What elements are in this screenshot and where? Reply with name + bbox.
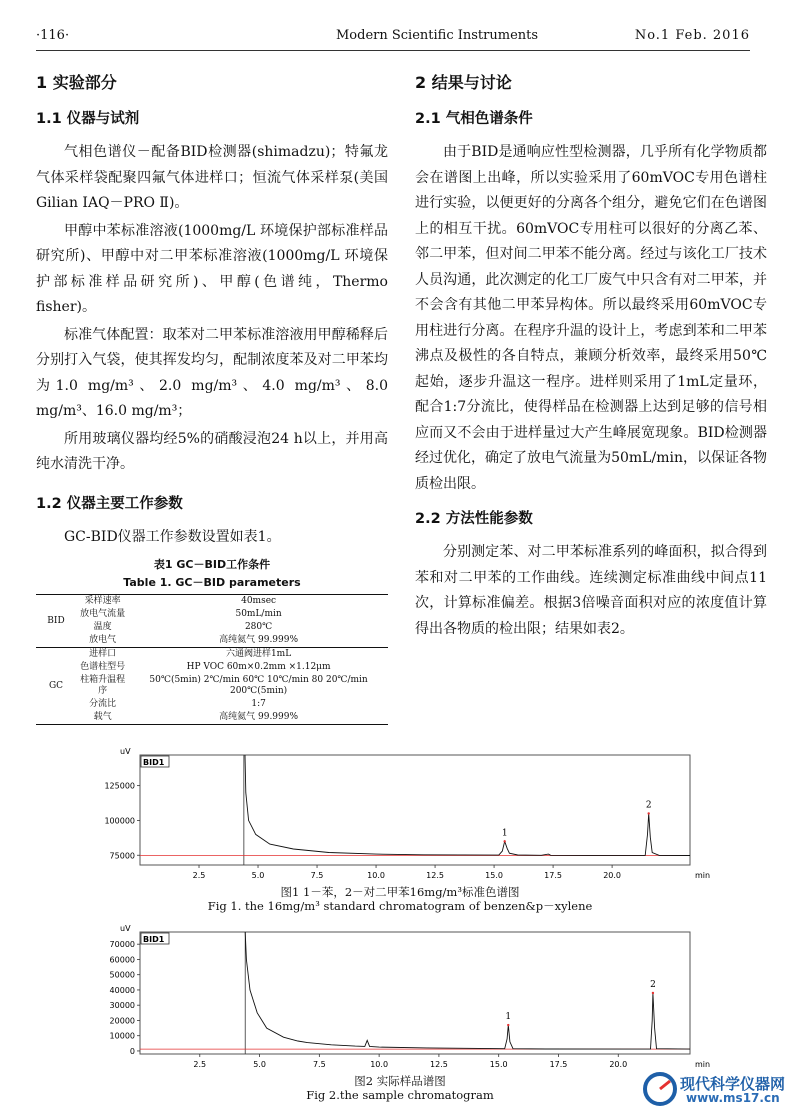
param-name: 放电气 [89,635,117,645]
x-tick-label: 20.0 [603,871,622,880]
param-name: 分流比 [89,699,117,709]
figure-caption-en: Fig 2.the sample chromatogram [306,1088,494,1102]
plot-frame [140,755,690,865]
x-tick-label: 2.5 [192,871,206,880]
chromatogram-trace [245,932,690,1049]
param-name: 进样口 [76,648,129,662]
y-tick-label: 20000 [109,1016,135,1026]
y-tick-label: 40000 [109,985,135,995]
peak-label: 1 [505,1012,512,1023]
table-row [36,661,388,674]
figure-caption-cn: 图2 实际样品谱图 [354,1074,446,1088]
param-name: 采样速率 [84,596,121,606]
param-value: 六通阀进样1mL [129,648,388,662]
table-row [36,621,388,634]
table-group-label: GC [36,648,76,725]
chromatogram-standard [70,745,730,885]
param-name: 放电气流量 [80,609,126,619]
right-column [415,70,767,644]
table-row [36,634,388,648]
paragraph: 所用玻璃仪器均经5%的硝酸浸泡24 h以上，并用高纯水清洗干净。 [36,430,388,472]
journal-name: Modern Scientific Instruments [336,28,539,43]
paragraph: 由于BID是通响应性型检测器，几乎所有化学物质都会在谱图上出峰，所以实验采用了60mVOC专用色谱柱进行实验，以便更好的分离各个组分，避免它们在色谱图上的相互干扰。60mVOC专用柱可以很好的分离乙苯、邻二甲苯，但对间二甲苯不能分离。经过与该化工厂技术人员沟通，此次测定的化工厂废气中只含有对二甲苯，并不会含有其他二甲苯异构体。所以最终采用60mVOC专用柱进行分离。在程序升温的设计上，考虑到苯和二甲苯沸点及极性的各自特点，兼顾分析效率，最终采用50℃起始，逐步升温这一程序。进样则采用了1mL定量环，配合1:7分流比，使得样品在检测器上达到足够的信号相应而又不会由于进样量过大产生峰展宽现象。BID检测器经过优化，确定了放电气流量为50mL/min，以保证各物质检出限。 [415,144,767,492]
section-heading: 2 结果与讨论 [415,73,512,92]
x-axis-unit: min [695,1060,711,1069]
param-value: 高纯氦气 99.999% [219,712,299,722]
x-tick-label: 10.0 [370,1060,389,1069]
x-tick-label: 12.5 [426,871,444,880]
page-number: ·116· [36,28,70,43]
figure-1 [70,745,730,913]
peak-label: 2 [650,980,656,990]
x-axis-unit: min [695,871,711,880]
param-value: 40msec [241,596,277,606]
peak-apex-marker [652,992,654,994]
y-tick-label: 75000 [109,851,135,861]
y-axis-unit: uV [120,924,131,933]
subsection-heading: 2.2 方法性能参数 [415,511,533,527]
site-watermark [642,1071,792,1107]
x-tick-label: 17.5 [549,1060,568,1069]
peak-label: 1 [501,828,508,839]
x-tick-label: 2.5 [193,1060,207,1069]
y-axis-unit: uV [120,747,131,756]
series-label: BID1 [143,758,165,767]
param-name: 温度 [93,622,112,632]
x-tick-label: 20.0 [609,1060,628,1069]
y-tick-label: 70000 [109,940,135,950]
series-label: BID1 [143,935,165,944]
param-name: 色谱柱型号 [80,662,126,672]
param-value: HP VOC 60m×0.2mm ×1.12μm [186,662,331,672]
param-value: 50mL/min [235,609,282,619]
table-row [36,698,388,711]
x-tick-label: 17.5 [544,871,562,880]
paragraph: 分别测定苯、对二甲苯标准系列的峰面积，拟合得到苯和对二甲苯的工作曲线。连续测定标准曲线中间点11次，计算标准偏差。根据3倍噪音面积对应的浓度值计算得出各物质的检出限；结果如表2。 [415,544,767,637]
x-tick-label: 15.0 [485,871,503,880]
param-value: 1:7 [251,699,266,709]
paragraph: 标准气体配置：取苯对二甲苯标准溶液用甲醇稀释后分别打入气袋，使其挥发均匀，配制浓度苯及对二甲苯均为1.0 mg/m³、2.0 mg/m³、4.0 mg/m³、8.0 mg/m³、16.0 mg/m³； [36,326,388,419]
peak-apex-marker [647,812,649,814]
paragraph: 甲醇中苯标准溶液(1000mg/L 环境保护部标准样品研究所)、甲醇中对二甲苯标准溶液(1000mg/L 环境保护部标准样品研究所)、甲醇(色谱纯，Thermo fisher)。 [36,222,388,315]
subsection-heading: 2.1 气相色谱条件 [415,111,533,127]
running-header [36,28,750,48]
table-caption-cn: 表1 GC－BID工作条件 [153,558,271,571]
paragraph: GC-BID仪器工作参数设置如表1。 [64,528,281,545]
y-tick-label: 60000 [109,955,135,965]
y-tick-label: 10000 [109,1031,135,1041]
table-group-label: BID [47,615,65,626]
x-tick-label: 15.0 [489,1060,508,1069]
param-value: 50℃(5min) 2℃/min 60℃ 10℃/min 80 20℃/min 200℃(5min) [149,675,368,696]
table-caption-en: Table 1. GC－BID parameters [123,576,301,589]
y-tick-label: 0 [129,1046,135,1056]
watermark-url: www.ms17.cn [686,1091,780,1105]
gauge-logo-icon [642,1071,678,1107]
x-tick-label: 12.5 [430,1060,448,1069]
figure-2 [70,922,730,1102]
table-row [36,711,388,725]
param-name: 载气 [93,712,112,722]
table-row [36,674,388,698]
peak-label: 2 [645,800,652,811]
watermark-name: 现代科学仪器网 [680,1075,786,1093]
x-tick-label: 10.0 [367,871,385,880]
table-row [36,608,388,621]
y-tick-label: 50000 [109,970,135,980]
y-tick-label: 30000 [109,1001,135,1011]
x-tick-label: 7.5 [312,1060,326,1069]
peak-apex-marker [503,840,505,842]
issue-info: No.1 Feb. 2016 [634,28,750,43]
param-name: 柱箱升温程序 [80,675,126,696]
left-column [36,70,388,725]
x-tick-label: 5.0 [251,871,265,880]
figure-caption-en: Fig 1. the 16mg/m³ standard chromatogram of benzen&p－xylene [207,899,593,913]
figure-caption-cn: 图1 1－苯，2－对二甲苯16mg/m³标准色谱图 [280,885,520,899]
y-tick-label: 100000 [104,816,135,826]
parameters-table [36,594,388,725]
y-tick-label: 125000 [104,781,135,791]
param-value: 高纯氦气 99.999% [219,635,299,645]
x-tick-label: 7.5 [310,871,324,880]
subsection-heading: 1.2 仪器主要工作参数 [36,495,183,512]
table-row [36,595,388,609]
header-rule [36,50,750,51]
plot-frame [140,932,690,1054]
peak-apex-marker [507,1024,509,1026]
chromatogram-sample [70,922,730,1074]
section-heading: 1 实验部分 [36,73,117,92]
table-row [36,648,388,662]
subsection-heading: 1.1 仪器与试剂 [36,111,140,127]
paragraph: 气相色谱仪－配备BID检测器(shimadzu)；特氟龙气体采样袋配聚四氟气体进样口；恒流气体采样泵(美国Gilian IAQ－PRO Ⅱ)。 [36,144,388,211]
param-value: 280℃ [244,622,273,632]
chromatogram-trace [245,755,690,856]
x-tick-label: 5.0 [253,1060,266,1069]
